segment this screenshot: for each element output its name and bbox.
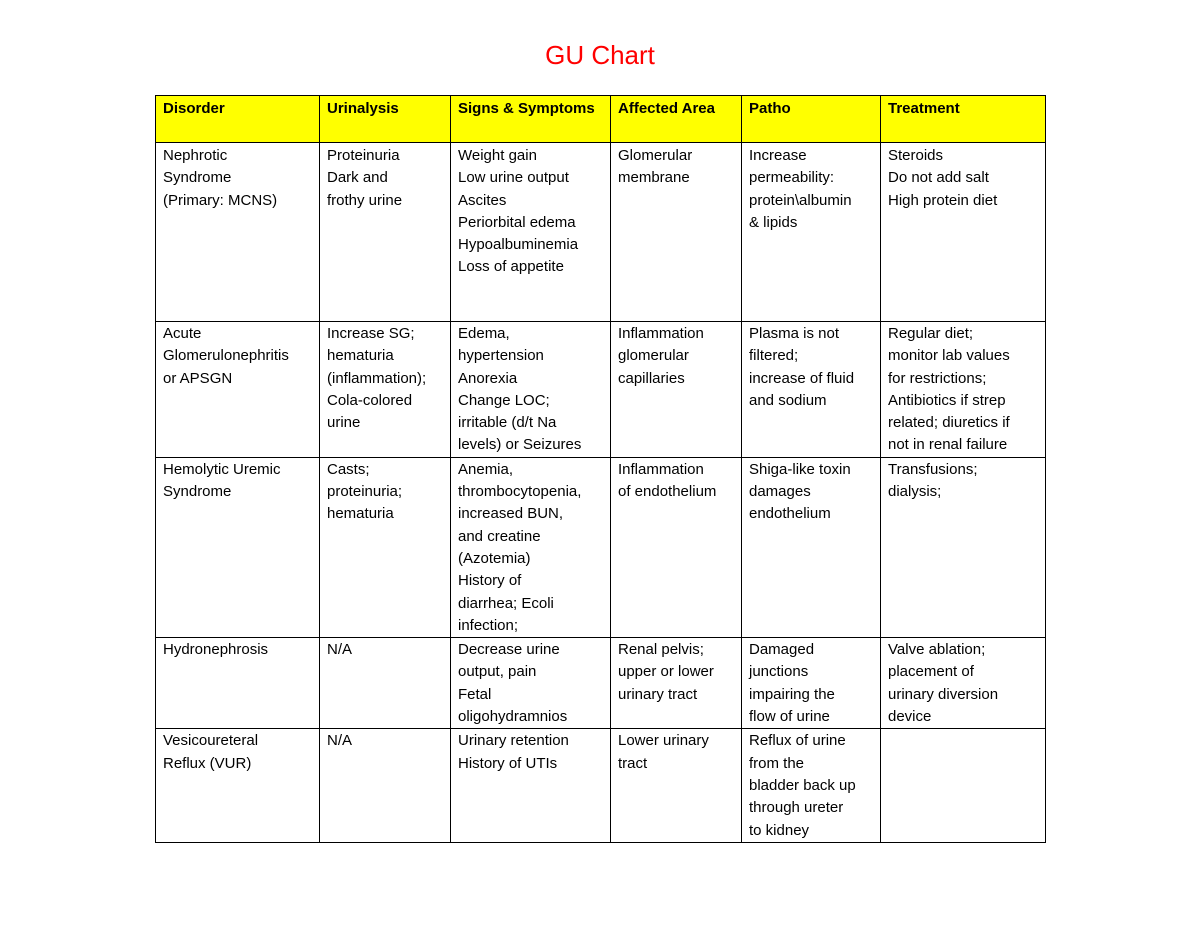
table-row (156, 457, 1046, 637)
cell-signs-symptoms (451, 457, 611, 637)
cell-text-line: filtered; (749, 347, 799, 365)
cell-text-line: Casts; (327, 460, 370, 478)
cell-signs-symptoms (451, 143, 611, 322)
cell-text-line: Fetal (458, 685, 492, 703)
cell-text-line: Valve ablation; (888, 641, 986, 659)
column-header-disorder: Disorder (156, 96, 320, 143)
cell-text-line: and sodium (749, 391, 827, 409)
cell-text-line: glomerular (618, 347, 689, 365)
cell-text-line: dialysis; (888, 483, 942, 501)
cell-text-line: or APSGN (163, 369, 233, 387)
cell-text-line: output, pain (458, 663, 537, 681)
cell-text-line: from the (749, 754, 805, 772)
cell-text-line: capillaries (618, 369, 685, 387)
cell-text-line: junctions (749, 663, 809, 681)
cell-text-line: Anemia, (458, 460, 514, 478)
cell-patho (742, 143, 881, 322)
cell-text-line: Periorbital edema (458, 213, 576, 231)
cell-text-line: Transfusions; (888, 460, 978, 478)
cell-affected-area (611, 457, 742, 637)
table-body (156, 143, 1046, 843)
cell-text-line: hypertension (458, 347, 544, 365)
cell-text-line: Decrease urine (458, 641, 560, 659)
cell-affected-area (611, 322, 742, 458)
cell-text-line: Syndrome (163, 169, 232, 187)
cell-text-line: upper or lower (618, 663, 714, 681)
cell-urinalysis (320, 729, 451, 842)
cell-text-line: Edema, (458, 325, 510, 342)
cell-text-line: permeability: (749, 169, 835, 187)
cell-text-line: Reflux (VUR) (163, 754, 252, 772)
table-row (156, 322, 1046, 458)
cell-text-line: thrombocytopenia, (458, 483, 582, 501)
cell-text-line: bladder back up (749, 776, 856, 794)
cell-text-line: and creatine (458, 527, 541, 545)
cell-text-line: damages (749, 483, 811, 501)
cell-text-line: impairing the (749, 685, 835, 703)
cell-text-line: protein\albumin (749, 191, 852, 209)
table-row (156, 143, 1046, 322)
cell-text-line: Ascites (458, 191, 507, 209)
page-title: GU Chart (545, 40, 655, 70)
cell-text-line: proteinuria; (327, 483, 403, 501)
cell-affected-area (611, 729, 742, 842)
cell-affected-area (611, 638, 742, 729)
cell-patho (742, 322, 881, 458)
cell-text-line: Dark and (327, 169, 388, 187)
cell-urinalysis (320, 457, 451, 637)
cell-text-line: N/A (327, 641, 353, 659)
cell-text-line: Increase SG; (327, 325, 415, 342)
cell-text-line: diarrhea; Ecoli (458, 594, 554, 612)
cell-text-line: monitor lab values (888, 347, 1010, 365)
cell-text-line: Weight gain (458, 147, 537, 164)
cell-treatment (881, 729, 1046, 842)
cell-text-line: Vesicoureteral (163, 732, 259, 750)
column-header-patho: Patho (742, 96, 881, 143)
cell-text-line: increased BUN, (458, 505, 564, 523)
cell-text-line: N/A (327, 732, 353, 750)
cell-text-line: urinary diversion (888, 685, 999, 703)
table-row (156, 638, 1046, 729)
cell-text-line: Inflammation (618, 460, 704, 478)
cell-urinalysis (320, 638, 451, 729)
cell-text-line: Hemolytic Uremic (163, 460, 281, 478)
cell-text-line: Hypoalbuminemia (458, 236, 579, 254)
cell-text-line: Loss of appetite (458, 258, 564, 276)
cell-text-line: frothy urine (327, 191, 403, 209)
cell-text-line: Reflux of urine (749, 732, 846, 750)
cell-text-line: Renal pelvis; (618, 641, 704, 659)
cell-text-line: Damaged (749, 641, 815, 659)
table-row (156, 729, 1046, 842)
cell-treatment (881, 457, 1046, 637)
cell-text-line: Syndrome (163, 483, 232, 501)
cell-text-line: through ureter (749, 799, 844, 817)
cell-text-line: (Azotemia) (458, 549, 531, 567)
cell-text-line: not in renal failure (888, 436, 1008, 454)
cell-text-line: urine (327, 414, 361, 432)
cell-text-line: increase of fluid (749, 369, 855, 387)
cell-text-line: device (888, 708, 932, 726)
cell-text-line: Increase (749, 147, 807, 164)
cell-disorder (156, 322, 320, 458)
cell-text-line: (Primary: MCNS) (163, 191, 278, 209)
cell-text-line: to kidney (749, 821, 810, 839)
cell-text-line: Regular diet; (888, 325, 974, 342)
column-header-treatment: Treatment (881, 96, 1046, 143)
cell-text-line: oligohydramnios (458, 708, 568, 726)
cell-text-line: Acute (163, 325, 202, 342)
cell-treatment (881, 322, 1046, 458)
cell-text-line: Antibiotics if strep (888, 391, 1006, 409)
cell-text-line: Inflammation (618, 325, 704, 342)
cell-patho (742, 457, 881, 637)
cell-affected-area (611, 143, 742, 322)
cell-text-line: tract (618, 754, 648, 772)
cell-text-line: hematuria (327, 505, 394, 523)
cell-text-line: Lower urinary (618, 732, 709, 750)
cell-patho (742, 729, 881, 842)
cell-disorder (156, 143, 320, 322)
cell-text-line: placement of (888, 663, 974, 681)
cell-signs-symptoms (451, 729, 611, 842)
cell-signs-symptoms (451, 638, 611, 729)
cell-treatment (881, 143, 1046, 322)
column-header-affected-area: Affected Area (611, 96, 742, 143)
cell-text-line: Cola-colored (327, 391, 413, 409)
cell-text-line: levels) or Seizures (458, 436, 582, 454)
cell-patho (742, 638, 881, 729)
cell-urinalysis (320, 143, 451, 322)
cell-disorder (156, 729, 320, 842)
cell-text-line: Low urine output (458, 169, 569, 187)
cell-text-line: endothelium (749, 505, 831, 523)
cell-text-line: Steroids (888, 147, 944, 164)
cell-text-line: Glomerular (618, 147, 693, 164)
table-header-row (156, 96, 1046, 143)
cell-text-line: Anorexia (458, 369, 518, 387)
cell-treatment (881, 638, 1046, 729)
cell-text-line: Change LOC; (458, 391, 550, 409)
cell-text-line: Glomerulonephritis (163, 347, 289, 365)
cell-disorder (156, 638, 320, 729)
cell-signs-symptoms (451, 322, 611, 458)
cell-text-line: infection; (458, 616, 519, 634)
cell-text-line: History of (458, 572, 522, 590)
cell-text-line: Nephrotic (163, 147, 228, 164)
cell-text-line: urinary tract (618, 685, 698, 703)
cell-text-line: & lipids (749, 213, 798, 231)
cell-text-line: Urinary retention (458, 732, 569, 750)
cell-text-line: irritable (d/t Na (458, 414, 557, 432)
cell-text-line: Hydronephrosis (163, 641, 269, 659)
cell-text-line: Proteinuria (327, 147, 400, 164)
gu-chart-table (155, 95, 1046, 843)
cell-text-line: High protein diet (888, 191, 998, 209)
cell-text-line: (inflammation); (327, 369, 427, 387)
cell-text-line: membrane (618, 169, 690, 187)
cell-text-line: hematuria (327, 347, 394, 365)
cell-text-line: of endothelium (618, 483, 717, 501)
cell-disorder (156, 457, 320, 637)
cell-text-line: History of UTIs (458, 754, 558, 772)
cell-text-line: for restrictions; (888, 369, 987, 387)
cell-text-line: Do not add salt (888, 169, 989, 187)
cell-urinalysis (320, 322, 451, 458)
cell-text-line: flow of urine (749, 708, 830, 726)
cell-text-line: Plasma is not (749, 325, 840, 342)
column-header-urinalysis: Urinalysis (320, 96, 451, 143)
column-header-signs-symptoms: Signs & Symptoms (451, 96, 611, 143)
cell-text-line: Shiga-like toxin (749, 460, 851, 478)
cell-text-line: related; diuretics if (888, 414, 1010, 432)
